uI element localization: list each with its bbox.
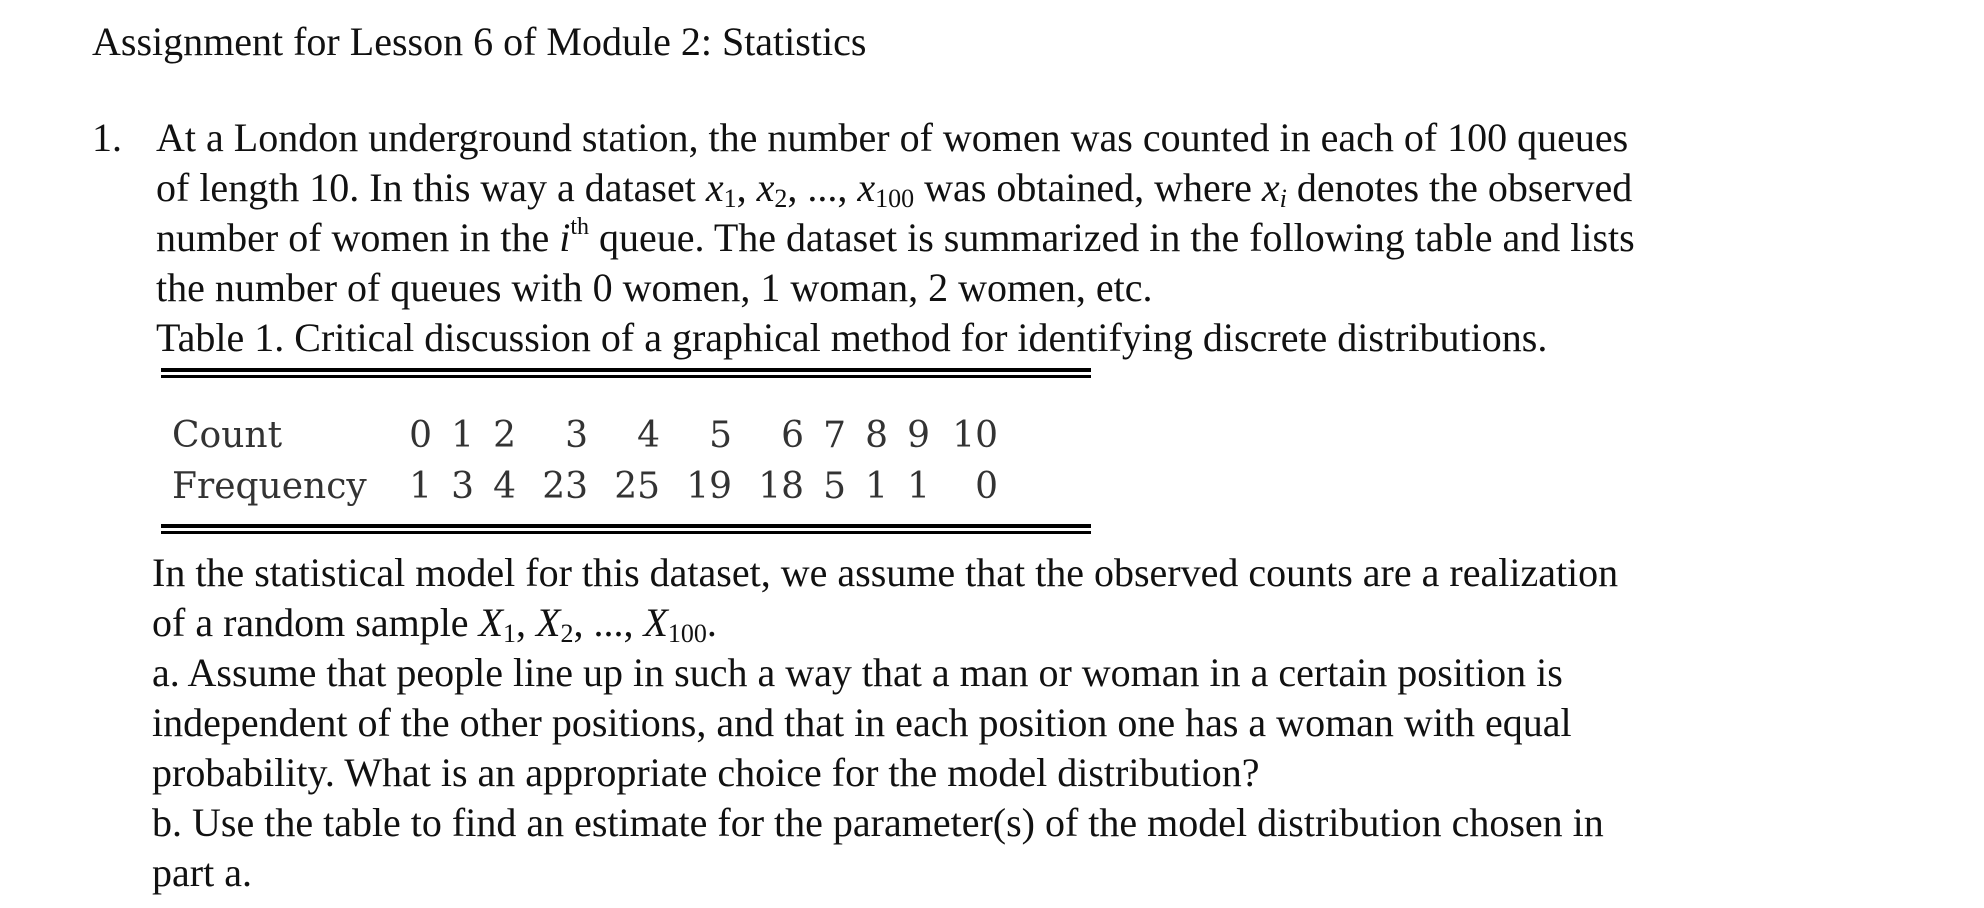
frequency-cell: 25 xyxy=(614,466,660,507)
frequency-cell: 5 xyxy=(823,466,846,507)
table-caption: Table 1. Critical discussion of a graphical method for identifying discrete distributions. xyxy=(156,315,1548,360)
count-cell: 10 xyxy=(952,415,998,456)
count-cell: 7 xyxy=(823,415,846,456)
row-label-count: Count xyxy=(172,415,283,456)
question-number: 1. xyxy=(92,115,122,160)
row-label-frequency: Frequency xyxy=(172,466,367,507)
table-row-count xyxy=(172,410,998,461)
frequency-cell: 1 xyxy=(865,466,888,507)
frequency-cell: 18 xyxy=(758,466,804,507)
count-cell: 4 xyxy=(637,415,660,456)
count-cell: 0 xyxy=(409,415,432,456)
frequency-table xyxy=(172,410,998,512)
frequency-cell: 1 xyxy=(409,466,432,507)
intro-line-1: At a London underground station, the number of women was counted in each of 100 queues xyxy=(156,115,1629,160)
question-body xyxy=(152,548,1762,898)
intro-line-4: the number of queues with 0 women, 1 woman, 2 women, etc. xyxy=(156,265,1153,310)
frequency-cell: 23 xyxy=(542,466,588,507)
part-b-line-1: b. Use the table to find an estimate for the parameter(s) of the model distribution chosen in xyxy=(152,800,1604,845)
count-cell: 5 xyxy=(709,415,732,456)
part-a-line-3: probability. What is an appropriate choice for the model distribution? xyxy=(152,750,1260,795)
document-title: Assignment for Lesson 6 of Module 2: Statistics xyxy=(92,19,867,64)
part-a-line-1: a. Assume that people line up in such a way that a man or woman in a certain position is xyxy=(152,650,1563,695)
part-b-line-2: part a. xyxy=(152,850,252,895)
model-line-2: of a random sample $X_1$, $X_2$, ..., $X_{100}$. xyxy=(152,600,717,648)
table-top-rule xyxy=(161,368,1091,378)
count-cell: 3 xyxy=(565,415,588,456)
count-cell: 8 xyxy=(865,415,888,456)
frequency-cell: 1 xyxy=(907,466,930,507)
frequency-cell: 19 xyxy=(686,466,732,507)
intro-line-2: of length 10. In this way a dataset $x_1$, $x_2$, ..., $x_{100}$ was obtained, where $x_i$ denotes the observed xyxy=(156,165,1633,213)
frequency-cell: 4 xyxy=(493,466,516,507)
question-intro xyxy=(156,113,1766,363)
part-a-line-2: independent of the other positions, and that in each position one has a woman with equal xyxy=(152,700,1572,745)
count-cell: 2 xyxy=(493,415,516,456)
count-cell: 9 xyxy=(907,415,930,456)
frequency-cell: 0 xyxy=(975,466,998,507)
count-cell: 1 xyxy=(451,415,474,456)
count-cell: 6 xyxy=(781,415,804,456)
table-bottom-rule xyxy=(161,524,1091,534)
frequency-cell: 3 xyxy=(451,466,474,507)
table-row-frequency xyxy=(172,461,998,512)
intro-line-3: number of women in the $i^{th}$ queue. The dataset is summarized in the following table and lists xyxy=(156,214,1635,260)
model-line-1: In the statistical model for this dataset, we assume that the observed counts are a realization xyxy=(152,550,1619,595)
